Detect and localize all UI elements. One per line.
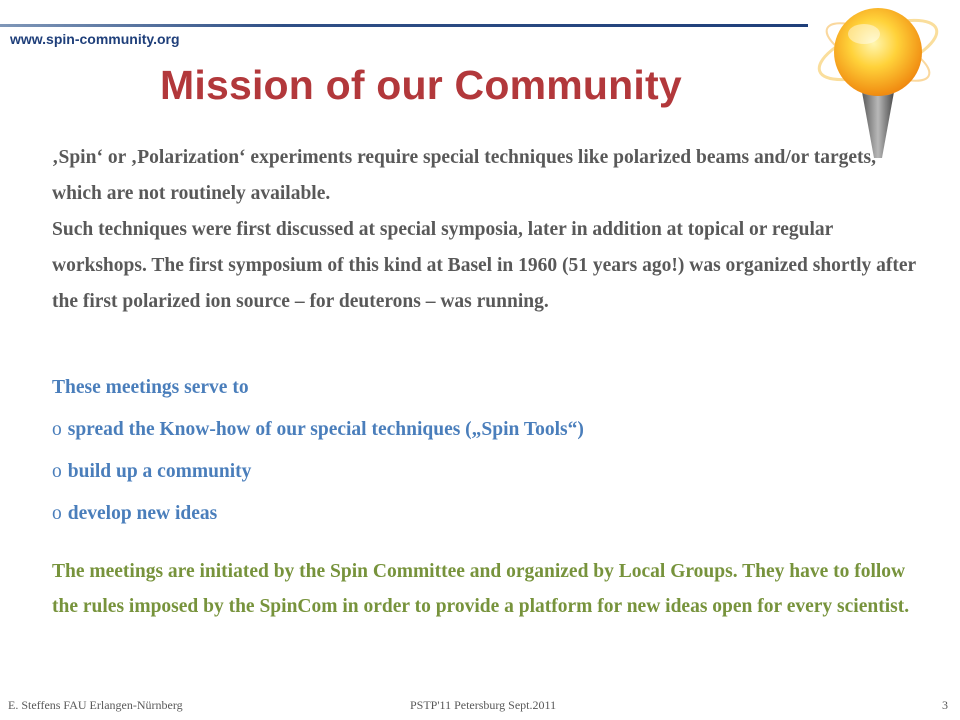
list-item [52,454,922,490]
footer-event: PSTP'11 Petersburg Sept.2011 [410,698,557,712]
list-item-text: build up a community [67,461,252,482]
page-number: 3 [942,698,948,712]
list-item-text: develop new ideas [67,503,218,524]
page-title: Mission of our Community [160,62,682,108]
header-rule [0,24,808,27]
bullet-marker: o [52,461,62,482]
history-paragraph: Such techniques were first discussed at special symposia, later in addition at topical or regular workshops. The first symposium of this kind at Basel in 1960 (51 years ago!) was organized shortly after the first polarized ion source – for deuterons – was running. [52,219,916,312]
bullet-marker: o [52,503,62,524]
meetings-lead: These meetings serve to [52,377,249,398]
site-url: www.spin-community.org [10,31,180,47]
list-item-text: spread the Know-how of our special techniques („Spin Tools“) [67,419,584,440]
intro-paragraph: ‚Spin‘ or ‚Polarization‘ experiments require special techniques like polarized beams and/or targets, which are not routinely available. [52,147,876,204]
list-item [52,496,922,532]
closing-paragraph: The meetings are initiated by the Spin Committee and organized by Local Groups. They have to follow the rules imposed by the SpinCom in order to provide a platform for new ideas open for every scientist. [52,561,910,617]
bullet-marker: o [52,419,62,440]
list-item [52,412,922,448]
footer-author: E. Steffens FAU Erlangen-Nürnberg [8,698,183,712]
